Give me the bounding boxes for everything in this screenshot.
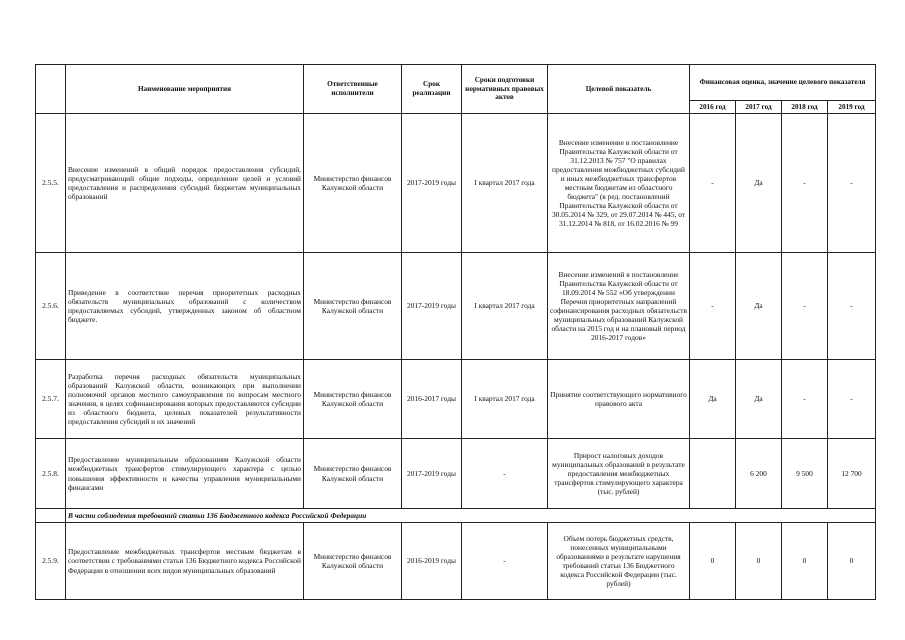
row-responsible: Министерство финансов Калужской области	[304, 523, 402, 600]
row-responsible: Министерство финансов Калужской области	[304, 360, 402, 439]
row-responsible: Министерство финансов Калужской области	[304, 114, 402, 253]
row-deadline: I квартал 2017 года	[462, 114, 548, 253]
header-indicator: Целевой показатель	[548, 65, 690, 114]
row-term: 2016-2019 годы	[402, 523, 462, 600]
row-term: 2016-2017 годы	[402, 360, 462, 439]
row-indicator: Принятие соответствующего нормативного правового акта	[548, 360, 690, 439]
row-indicator: Внесение изменение в постановление Правительства Калужской области от 31.12.2013 № 757 "О правилах предоставления межбюджетных субсидий и иных межбюджетных трансфертов местным бюджетам из областного бюджета" (в ред. постановлений Правительства Калужской области от 30.05.2014 № 329, от 29.07.2014 № 445, от 31.12.2014 № 818, от 16.02.2016 № 99	[548, 114, 690, 253]
header-name: Наименование мероприятия	[66, 65, 304, 114]
measures-table	[35, 64, 876, 600]
row-number: 2.5.5.	[36, 114, 66, 253]
row-responsible: Министерство финансов Калужской области	[304, 253, 402, 360]
row-value-2018: 9 500	[782, 439, 828, 509]
row-indicator: Прирост налоговых доходов муниципальных образований в результате предоставления межбюджетных трансфертов стимулирующего характера (тыс. рублей)	[548, 439, 690, 509]
section-num	[36, 509, 66, 523]
table-row	[36, 360, 876, 439]
row-value-2017: Да	[736, 253, 782, 360]
row-name: Предоставление межбюджетных трансфертов местным бюджетам в соответствии с требованиями статьи 136 Бюджетного кодекса Российской Федерации в отношении всех видов муниципальных образований	[66, 523, 304, 600]
row-value-2016: Да	[690, 360, 736, 439]
header-financial: Финансовая оценка, значение целевого показателя	[690, 65, 876, 101]
row-number: 2.5.6.	[36, 253, 66, 360]
row-value-2019: -	[828, 360, 876, 439]
table-row	[36, 114, 876, 253]
row-value-2019: 12 700	[828, 439, 876, 509]
row-value-2019: -	[828, 253, 876, 360]
header-row	[36, 65, 876, 101]
table-row	[36, 439, 876, 509]
row-value-2019: 0	[828, 523, 876, 600]
row-value-2017: Да	[736, 360, 782, 439]
header-year-2016: 2016 год	[690, 101, 736, 114]
header-num	[36, 65, 66, 114]
row-value-2016	[690, 439, 736, 509]
row-value-2016: 0	[690, 523, 736, 600]
row-value-2016: -	[690, 253, 736, 360]
row-number: 2.5.7.	[36, 360, 66, 439]
table-row	[36, 253, 876, 360]
section-title: В части соблюдения требований статьи 136 Бюджетного кодекса Российской Федерации	[66, 509, 876, 523]
row-value-2018: 0	[782, 523, 828, 600]
row-value-2016: -	[690, 114, 736, 253]
header-year-2019: 2019 год	[828, 101, 876, 114]
row-term: 2017-2019 годы	[402, 439, 462, 509]
row-value-2018: -	[782, 253, 828, 360]
row-value-2017: Да	[736, 114, 782, 253]
row-indicator: Внесение изменений в постановление Правительства Калужской области от 18.09.2014 № 552 «Об утверждении Перечня приоритетных направлений софинансирования расходных обязательств муниципальных образований Калужской области на 2015 год и на плановый период 2016-2017 годов»	[548, 253, 690, 360]
row-responsible: Министерство финансов Калужской области	[304, 439, 402, 509]
row-term: 2017-2019 годы	[402, 114, 462, 253]
row-name: Приведение в соответствие перечня приоритетных расходных обязательств муниципальных образований с количеством предоставляемых субсидий, утвержденных законом об областном бюджете.	[66, 253, 304, 360]
header-deadline: Сроки подготовки нормативных правовых актов	[462, 65, 548, 114]
row-number: 2.5.9.	[36, 523, 66, 600]
header-responsible: Ответственные исполнители	[304, 65, 402, 114]
row-value-2017: 0	[736, 523, 782, 600]
header-year-2018: 2018 год	[782, 101, 828, 114]
row-deadline: -	[462, 523, 548, 600]
row-value-2019: -	[828, 114, 876, 253]
section-row	[36, 509, 876, 523]
table-row	[36, 523, 876, 600]
row-term: 2017-2019 годы	[402, 253, 462, 360]
row-value-2018: -	[782, 114, 828, 253]
row-value-2017: 6 200	[736, 439, 782, 509]
row-name: Предоставление муниципальным образованиям Калужской области межбюджетных трансфертов стимулирующего характера с целью повышения эффективности и качества управления муниципальными финансами	[66, 439, 304, 509]
row-number: 2.5.8.	[36, 439, 66, 509]
row-deadline: I квартал 2017 года	[462, 253, 548, 360]
header-term: Срок реализации	[402, 65, 462, 114]
header-year-2017: 2017 год	[736, 101, 782, 114]
row-name: Разработка перечня расходных обязательств муниципальных образований Калужской области, возникающих при выполнении полномочий органов местного самоуправления по вопросам местного значения, в целях софинансирования которых предоставляются субсидии из областного бюджета, целевых показателей результативности предоставления субсидий и их значений	[66, 360, 304, 439]
row-deadline: I квартал 2017 года	[462, 360, 548, 439]
row-value-2018: -	[782, 360, 828, 439]
row-deadline: -	[462, 439, 548, 509]
row-indicator: Объем потерь бюджетных средств, понесенных муниципальными образованиями в результате нарушения требований статьи 136 Бюджетного кодекса Российской Федерации (тыс. рублей)	[548, 523, 690, 600]
row-name: Внесение изменений в общий порядок предоставления субсидий, предусматривающий общие подходы, определение целей и условий предоставления и распределения субсидий бюджетам муниципальных образований	[66, 114, 304, 253]
